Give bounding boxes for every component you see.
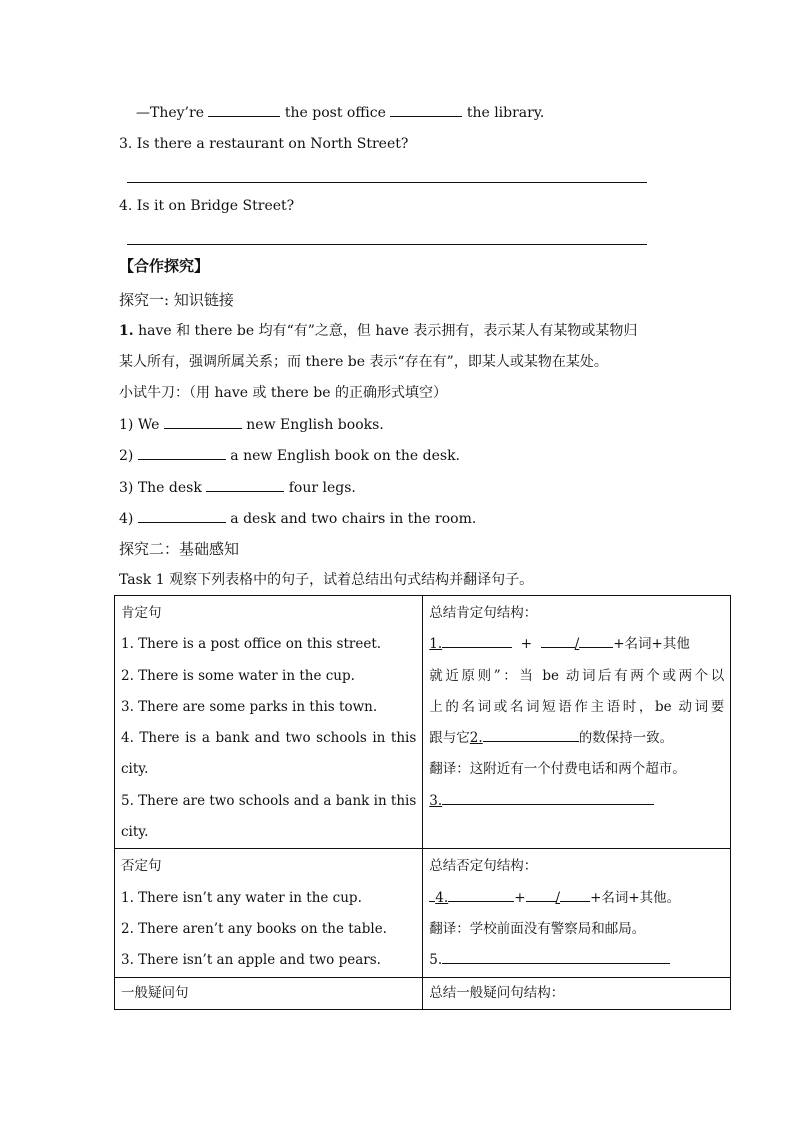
answer-num-3: 3. xyxy=(429,792,443,809)
paragraph-1-line-2: 某人所有，强调所属关系；而 there be 表示“存在有”，即某人或某物在某处。 xyxy=(119,354,608,370)
exercise-blank-2[interactable] xyxy=(138,446,226,460)
formula-slash: / xyxy=(574,636,580,653)
rule-line-3-pre: 跟与它 xyxy=(429,730,470,747)
dialogue-line xyxy=(136,103,544,122)
answer-line-3[interactable] xyxy=(127,182,647,183)
formula-blank-4[interactable] xyxy=(448,888,514,902)
negative-answer-line xyxy=(429,945,724,976)
negative-summary-cell xyxy=(423,849,731,977)
formula-slash-neg: / xyxy=(555,889,561,906)
rule-blank-2[interactable] xyxy=(483,728,579,742)
answer-blank-5[interactable] xyxy=(442,950,670,964)
negative-summary-title: 总结否定句结构： xyxy=(429,858,538,875)
formula-blank-1[interactable] xyxy=(442,634,512,648)
negative-sentence-2: 2. There aren’t any books on the table. xyxy=(121,920,387,937)
affirmative-answer-line xyxy=(429,786,724,817)
dialogue-prefix: —They’re xyxy=(136,105,204,121)
negative-sentence-3: 3. There isn’t an apple and two pears. xyxy=(121,952,381,969)
formula-plus: + xyxy=(520,636,533,653)
affirmative-sentence-5: 5. There are two schools and a bank in this xyxy=(121,792,417,809)
affirmative-formula xyxy=(429,629,724,660)
answer-blank-3[interactable] xyxy=(442,791,654,805)
affirmative-sentence-1: 1. There is a post office on this street. xyxy=(121,636,382,653)
negative-examples-cell xyxy=(115,849,423,977)
exercise-blank-3[interactable] xyxy=(206,478,284,492)
exercise-item-4 xyxy=(119,509,476,528)
negative-translate-prompt: 翻译：学校前面没有警察局和邮局。 xyxy=(429,920,646,937)
question-summary-cell xyxy=(423,977,731,1009)
formula-tail: +名词+其他 xyxy=(613,636,690,653)
exercise-item-2-post: a new English book on the desk. xyxy=(230,448,461,464)
formula-blank-be-b[interactable] xyxy=(579,634,613,648)
exercise-blank-1[interactable] xyxy=(164,415,242,429)
table-row-question xyxy=(115,977,731,1009)
rule-line-3-post: 的数保持一致。 xyxy=(578,730,674,747)
affirmative-examples-cell xyxy=(115,596,423,849)
section-heading: 【合作探究】 xyxy=(119,257,210,275)
exercise-item-3 xyxy=(119,478,356,497)
proximity-rule-line-1: 就近原则”：当 be 动词后有两个或两个以 xyxy=(429,667,725,684)
table-row-negative xyxy=(115,849,731,977)
formula-num-4: 4. xyxy=(435,889,449,906)
proximity-rule-line-2: 上的名词或名词短语作主语时，be 动词要 xyxy=(429,698,725,715)
affirmative-sentence-3: 3. There are some parks in this town. xyxy=(121,698,378,715)
formula-blank-neg-b[interactable] xyxy=(560,888,590,902)
exercise-item-2-pre: 2) xyxy=(119,448,134,464)
affirmative-summary-cell xyxy=(423,596,731,849)
try-label: 小试牛刀：（用 have 或 there be 的正确形式填空） xyxy=(119,385,447,401)
question-4: 4. Is it on Bridge Street? xyxy=(119,198,295,214)
exercise-item-1-post: new English books. xyxy=(246,417,384,433)
exercise-item-2 xyxy=(119,446,460,465)
negative-label: 否定句 xyxy=(121,858,162,875)
exercise-item-4-pre: 4) xyxy=(119,511,134,527)
exercise-item-1 xyxy=(119,415,384,434)
answer-num-5: 5. xyxy=(429,952,443,969)
answer-line-4[interactable] xyxy=(127,244,647,245)
formula-blank-be-a[interactable] xyxy=(541,634,575,648)
inquiry-1-title: 探究一: 知识链接 xyxy=(119,291,234,309)
question-examples-cell xyxy=(115,977,423,1009)
negative-formula xyxy=(429,883,724,914)
sentence-structure-table xyxy=(114,595,731,1010)
proximity-rule-line-3 xyxy=(429,723,724,754)
blank-1[interactable] xyxy=(208,103,280,117)
affirmative-label: 肯定句 xyxy=(121,605,162,621)
negative-sentence-1: 1. There isn’t any water in the cup. xyxy=(121,889,362,906)
affirmative-translate-prompt: 翻译：这附近有一个付费电话和两个超市。 xyxy=(429,761,686,778)
affirmative-sentence-4: 4. There is a bank and two schools in this xyxy=(121,730,417,747)
formula-num-1: 1. xyxy=(429,636,443,653)
question-summary-title: 总结一般疑问句结构： xyxy=(429,984,565,1001)
affirmative-summary-title: 总结肯定句结构： xyxy=(429,605,538,621)
affirmative-sentence-5-cont: city. xyxy=(121,824,149,841)
question-3: 3. Is there a restaurant on North Street? xyxy=(119,136,409,152)
table-row-affirmative xyxy=(115,596,731,849)
dialogue-mid: the post office xyxy=(284,105,386,121)
task-1-instruction: Task 1 观察下列表格中的句子，试着总结出句式结构并翻译句子。 xyxy=(119,572,534,588)
rule-num-2: 2. xyxy=(469,730,483,747)
dialogue-suffix: the library. xyxy=(466,105,545,121)
inquiry-2-title: 探究二：基础感知 xyxy=(119,540,240,558)
affirmative-sentence-4-cont: city. xyxy=(121,761,149,778)
affirmative-sentence-2: 2. There is some water in the cup. xyxy=(121,667,355,684)
exercise-item-4-post: a desk and two chairs in the room. xyxy=(230,511,477,527)
exercise-blank-4[interactable] xyxy=(138,509,226,523)
blank-2[interactable] xyxy=(390,103,462,117)
formula-blank-neg-a[interactable] xyxy=(526,888,556,902)
exercise-item-3-pre: 3) The desk xyxy=(119,480,202,496)
question-label: 一般疑问句 xyxy=(121,984,189,1001)
formula-plus-neg: + xyxy=(514,889,526,906)
exercise-item-1-pre: 1) We xyxy=(119,417,160,433)
paragraph-1-number: 1. xyxy=(119,323,134,339)
paragraph-1-line-1: have 和 there be 均有“有”之意，但 have 表示拥有，表示某人有某物或某物归 xyxy=(133,323,638,339)
exercise-item-3-post: four legs. xyxy=(288,480,356,496)
paragraph-1 xyxy=(119,322,637,340)
formula-tail-neg: +名词+其他。 xyxy=(590,889,681,906)
